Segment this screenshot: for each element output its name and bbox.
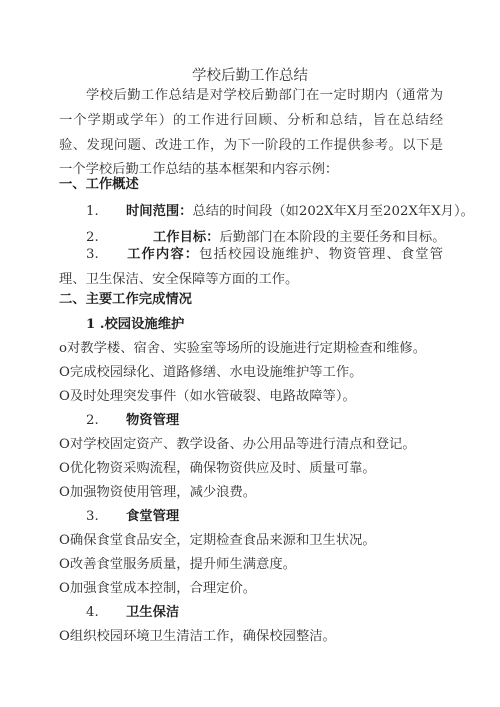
sub-4-heading-row — [86, 604, 179, 622]
s1-item-1-num: 1. — [86, 204, 99, 219]
sub-3-num: 3. — [86, 509, 99, 524]
s1-item-1-label: 时间范围： — [126, 204, 193, 219]
s1-item-3 — [59, 243, 443, 293]
section-1-heading: 一、工作概述 — [59, 177, 139, 192]
sub-2-bullet-2: O优化物资采购流程，确保物资供应及时、质量可靠。 — [59, 461, 376, 476]
s1-item-1-text: 总结的时间段（如202X年X月至202X年X月）。 — [192, 204, 474, 219]
s1-item-3-label: 工作内容： — [126, 247, 200, 262]
s1-item-3-num: 3. — [86, 247, 99, 262]
s1-item-2-label: 工作目标： — [153, 230, 220, 245]
s1-item-2-num: 2. — [86, 230, 99, 245]
sub-3-bullet-2: O改善食堂服务质量，提升师生满意度。 — [59, 557, 296, 572]
s1-item-3-text: 包括校园设施维护、物资管理、食堂管理、卫生保洁、安全保障等方面的工作。 — [59, 247, 444, 287]
sub-3-bullet-1: O确保食堂食品安全，定期检查食品来源和卫生状况。 — [59, 533, 376, 548]
sub-1-bullet-2: O完成校园绿化、道路修缮、水电设施维护等工作。 — [59, 365, 363, 380]
sub-4-heading: 卫生保洁 — [126, 605, 180, 620]
sub-1-bullet-3: O及时处理突发事件（如水管破裂、电路故障等）。 — [59, 389, 356, 404]
sub-4-num: 4. — [86, 605, 99, 620]
sub-4-bullet-1: O组织校园环境卫生清洁工作，确保校园整洁。 — [59, 629, 336, 644]
s1-item-2-text: 后勤部门在本阶段的主要任务和目标。 — [219, 230, 446, 245]
sub-3-bullet-3: O加强食堂成本控制，合理定价。 — [59, 581, 257, 596]
intro-paragraph: 学校后勤工作总结是对学校后勤部门在一定时期内（通常为一个学期或学年）的工作进行回顾、分析和总结，旨在总结经验、发现问题、改进工作，为下一阶段的工作提供参考。以下是一个学校后勤工作总结的基本框架和内容示例： — [59, 88, 443, 178]
section-2-heading: 二、主要工作完成情况 — [59, 292, 192, 307]
sub-2-bullet-3: O加强物资使用管理，减少浪费。 — [59, 485, 257, 500]
sub-3-heading: 食堂管理 — [126, 509, 180, 524]
sub-2-num: 2. — [86, 413, 99, 428]
s1-item-1 — [86, 203, 474, 221]
sub-2-heading: 物资管理 — [126, 413, 180, 428]
sub-2-bullet-1: O对学校固定资产、教学设备、办公用品等进行清点和登记。 — [59, 437, 416, 452]
sub-1-bullet-1: o对教学楼、宿舍、实验室等场所的设施进行定期检查和维修。 — [59, 341, 427, 356]
sub-3-heading-row — [86, 508, 179, 526]
sub-2-heading-row — [86, 412, 179, 430]
sub-1-heading: 1 .校园设施维护 — [86, 317, 185, 332]
document-title: 学校后勤工作总结 — [192, 68, 308, 84]
